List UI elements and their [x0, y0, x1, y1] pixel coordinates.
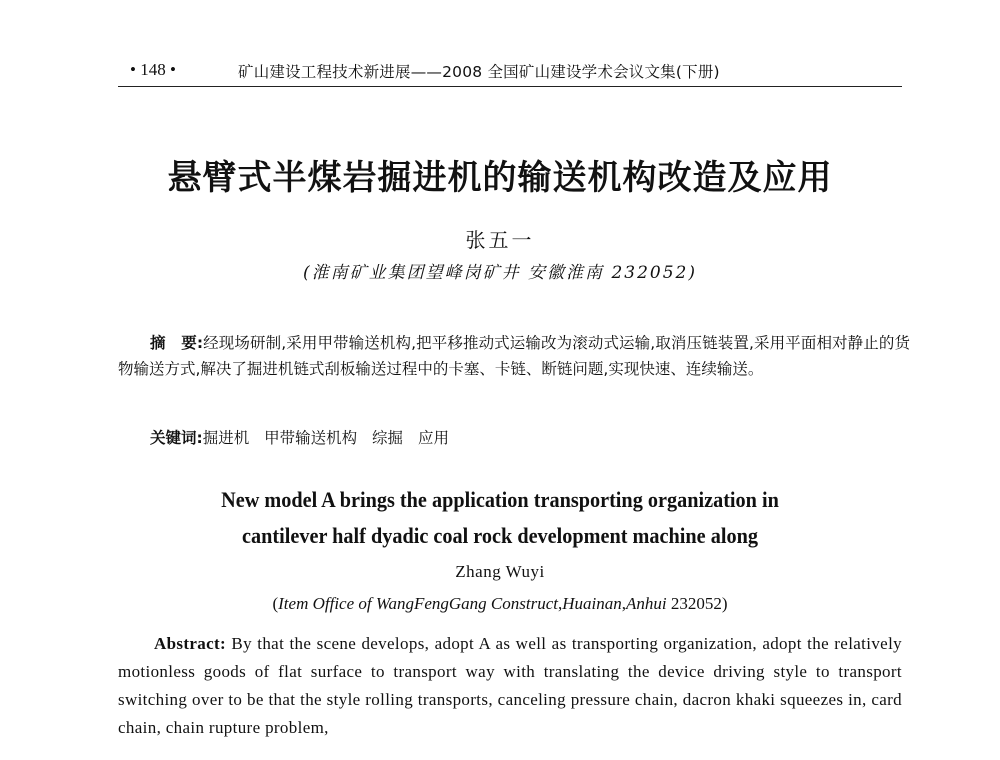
aff-tail: 232052)	[666, 594, 728, 613]
page-number: • 148 •	[130, 60, 176, 79]
author-en: Zhang Wuyi	[455, 562, 545, 581]
abstract-cn-label: 摘 要:	[150, 334, 204, 352]
affiliation-cn: (淮南矿业集团望峰岗矿井 安徽淮南 232052)	[303, 263, 697, 283]
abstract-cn-text: 经现场研制,采用甲带输送机构,把平移推动式运输改为滚动式运输,取消压链装置,采用平面相对静止的货物输送方式,解决了掘进机链式刮板输送过程中的卡塞、卡链、断链问题,实现快速、连续输送。	[118, 334, 910, 378]
journal-title: 矿山建设工程技术新进展——2008 全国矿山建设学术会议文集(下册)	[238, 63, 720, 81]
header-rule	[118, 86, 902, 87]
abstract-en-text: By that the scene develops, adopt A as well as transporting organization, adopt the relatively motionless goods of flat surface to transport way with translating the device driving style to transport switching over to be that the style rolling transports, canceling pressure chain, dacron khaki squeezes in, card chain, chain rupture problem,	[118, 634, 902, 737]
abstract-en-label: Abstract:	[154, 634, 227, 653]
aff-city: Huainan	[562, 594, 622, 613]
running-header	[118, 58, 902, 86]
aff-open: (	[272, 594, 279, 613]
abstract-cn	[118, 330, 910, 382]
aff-sep1: ,	[557, 594, 563, 613]
abstract-en	[118, 630, 902, 742]
keywords-cn-text: 掘进机 甲带输送机构 综掘 应用	[202, 429, 449, 447]
aff-sep2: ,	[621, 594, 626, 613]
affiliation-en	[0, 594, 1000, 614]
keywords-cn-label: 关键词:	[150, 429, 203, 447]
aff-province: Anhui	[625, 594, 667, 613]
keywords-cn	[150, 426, 449, 448]
aff-office: Item Office of WangFengGang Construct	[278, 594, 558, 613]
paper-title-cn: 悬臂式半煤岩掘进机的输送机构改造及应用	[167, 158, 833, 198]
author-cn: 张五一	[465, 228, 535, 252]
paper-title-en-line2: cantilever half dyadic coal rock development machine along	[242, 523, 758, 548]
paper-title-en-line1: New model A brings the application transporting organization in	[221, 487, 779, 512]
